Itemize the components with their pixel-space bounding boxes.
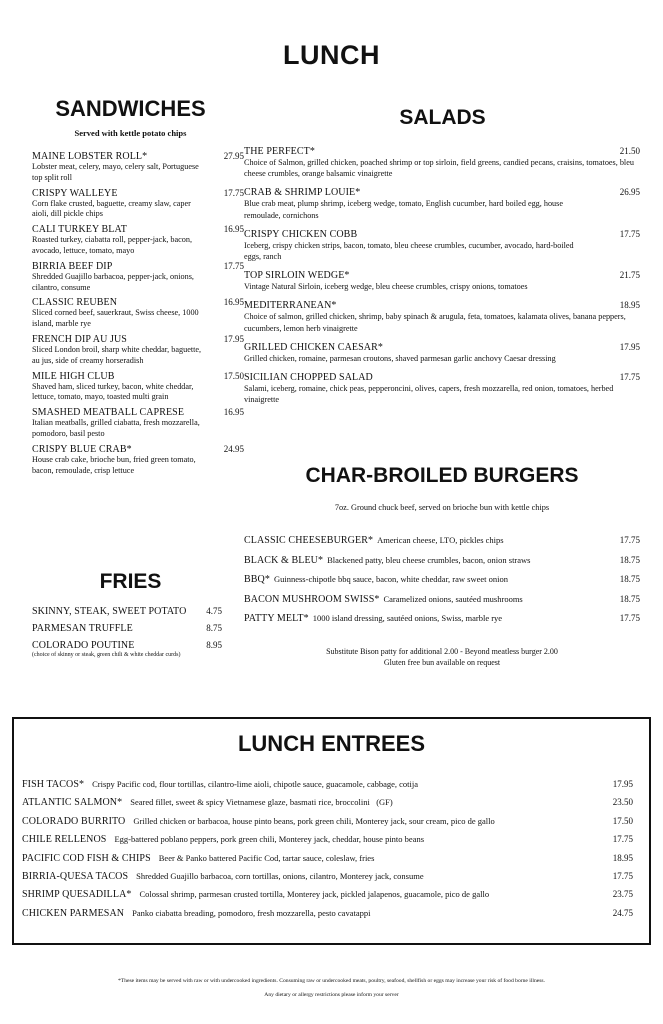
menu-item: [32, 334, 244, 367]
item-price: 21.50: [619, 146, 640, 156]
entrees-box: [12, 717, 651, 945]
item-name: COLORADO BURRITO: [22, 815, 126, 827]
item-name: BIRRIA BEEF DIP: [32, 260, 113, 272]
item-name: SMASHED MEATBALL CAPRESE: [32, 407, 185, 419]
menu-item: [32, 224, 244, 257]
menu-item: [22, 829, 633, 847]
item-name: COLORADO POUTINE: [32, 640, 135, 651]
item-name: CLASSIC CHEESEBURGER*: [244, 535, 374, 546]
item-description: Shredded Guajillo barbacoa, corn tortillas, onions, cilantro, Monterey jack, consume: [136, 870, 424, 881]
item-description: Shaved ham, sliced turkey, bacon, white cheddar, lettuce, tomato, mayo, toasted multi grain: [32, 381, 194, 402]
gluten-free-note: Gluten free bun available on request: [383, 657, 501, 667]
item-price: 17.50: [223, 370, 244, 381]
item-description: Crispy Pacific cod, flour tortillas, cilantro-lime aioli, chipotle sauce, guacamole, cabbage, cotija: [92, 779, 419, 789]
item-description: House crab cake, brioche bun, fried green tomato, bacon, remoulade, crisp lettuce: [32, 454, 196, 475]
item-description: Colossal shrimp, parmesan crusted tortilla, Monterey jack, pickled jalapenos, guacamole, pico de gallo: [139, 889, 490, 900]
item-description: Grilled chicken, romaine, parmesan croutons, shaved parmesan garlic anchovy Caesar dressing: [244, 353, 556, 363]
item-name: CRISPY CHICKEN COBB: [244, 228, 358, 240]
item-name: BBQ*: [244, 574, 270, 585]
item-price: 17.75: [223, 260, 244, 271]
item-description: Shredded Guajillo barbacoa, pepper-jack, onions, cilantro, consume: [32, 271, 194, 292]
item-name: CHICKEN PARMESAN: [22, 907, 125, 919]
footer: [0, 974, 663, 1002]
menu-item: [22, 811, 633, 829]
item-price: 18.75: [619, 554, 640, 565]
item-description: Sliced corned beef, sauerkraut, Swiss cheese, 1000 island, marble rye: [32, 308, 199, 329]
item-description: Choice of salmon, grilled chicken, shrimp, baby spinach & arugula, feta, tomatoes, kalamata olives, banana peppers, cucumbers, lemon herb vinaigrette: [244, 312, 626, 333]
item-price: 24.95: [223, 443, 244, 454]
item-name: BLACK & BLEU*: [244, 554, 324, 566]
menu-item: [22, 866, 633, 884]
item-description: Vintage Natural Sirloin, iceberg wedge, bleu cheese crumbles, crispy onions, tomatoes: [244, 282, 528, 292]
menu-item: [244, 589, 640, 609]
item-description: Choice of Salmon, grilled chicken, poached shrimp or top sirloin, field greens, candied pecans, craisins, tomatoes, bleu cheese crumbles, orange balsamic vinaigrette: [244, 158, 634, 179]
menu-item: [32, 371, 244, 404]
menu-item: [244, 372, 640, 405]
menu-item: [244, 229, 640, 262]
item-name: MEDITERRANEAN*: [244, 300, 337, 312]
item-price: 16.95: [223, 297, 244, 308]
item-description: Salami, iceberg, romaine, chick peas, pepperoncini, olives, capers, fresh mozzarella, red onion, tomatoes, herbed vinaigrette: [244, 384, 614, 405]
menu-item: [32, 444, 244, 477]
menu-item: [32, 151, 244, 184]
item-name: TOP SIRLOIN WEDGE*: [244, 270, 350, 282]
burgers-heading: CHAR-BROILED BURGERS: [305, 464, 579, 487]
item-price: 27.95: [223, 151, 244, 161]
item-name: CLASSIC REUBEN: [32, 297, 118, 309]
menu-item: [32, 407, 244, 440]
menu-item: [22, 792, 633, 810]
item-name: CRISPY BLUE CRAB*: [32, 443, 132, 455]
item-description: Beer & Panko battered Pacific Cod, tartar sauce, coleslaw, fries: [158, 852, 375, 863]
item-name: ATLANTIC SALMON*: [22, 797, 123, 809]
item-description: Blackened patty, bleu cheese crumbles, bacon, onion straws: [327, 554, 531, 565]
item-price: 17.95: [619, 341, 640, 352]
fries-list: [32, 606, 222, 664]
menu-item: [244, 530, 640, 550]
allergy-notice: Any dietary or allergy restrictions please inform your server: [264, 992, 399, 998]
item-price: 17.75: [619, 372, 640, 383]
menu-item: [22, 903, 633, 921]
page-title: LUNCH: [283, 40, 380, 70]
burgers-subtitle: 7oz. Ground chuck beef, served on brioche bun with kettle chips: [334, 503, 550, 512]
item-price: 21.75: [619, 270, 640, 281]
item-price: 17.50: [612, 815, 633, 826]
item-name: FISH TACOS*: [22, 779, 85, 790]
item-name: SHRIMP QUESADILLA*: [22, 889, 132, 901]
item-price: 17.95: [223, 333, 244, 344]
item-name: BACON MUSHROOM SWISS*: [244, 593, 380, 605]
item-description: Corn flake crusted, baguette, creamy slaw, caper aioli, dill pickle chips: [32, 198, 191, 219]
item-price: 24.75: [612, 907, 633, 918]
burger-list: [244, 530, 640, 628]
item-price: 8.75: [206, 623, 222, 633]
food-safety-disclaimer: *These items may be served with raw or with undercooked ingredients. Consuming raw or undercooked meats, poultry, seafood, shellfish or eggs may increase your risk of food borne illness.: [118, 978, 545, 984]
burger-substitution-note: Substitute Bison patty for additional 2.00 - Beyond meatless burger 2.00: [326, 647, 558, 656]
item-description: Panko ciabatta breading, pomodoro, fresh mozzarella, pesto cavatappi: [132, 907, 371, 918]
item-name: CRISPY WALLEYE: [32, 187, 118, 199]
item-description: Blue crab meat, plump shrimp, iceberg wedge, tomato, English cucumber, hard boiled egg, house remoulade, cornichons: [244, 199, 563, 220]
menu-item: [244, 550, 640, 570]
menu-item: [32, 261, 244, 294]
menu-item: [22, 848, 633, 866]
menu-item: [244, 187, 640, 220]
sandwiches-heading: SANDWICHES: [55, 96, 206, 121]
item-price: 16.95: [223, 224, 244, 235]
menu-item: [22, 774, 633, 792]
item-description: Grilled chicken or barbacoa, house pinto beans, pork green chili, Monterey jack, sour cream, pico de gallo: [133, 815, 495, 826]
item-description: American cheese, LTO, pickles chips: [377, 535, 504, 545]
menu-item: [32, 188, 244, 221]
item-name: SICILIAN CHOPPED SALAD: [244, 372, 373, 384]
sandwiches-subtitle: Served with kettle potato chips: [74, 128, 187, 138]
item-description: 1000 island dressing, sautéed onions, Swiss, marble rye: [312, 613, 503, 623]
item-name: CHILE RELLENOS: [22, 834, 107, 846]
item-price: 17.75: [619, 535, 640, 545]
item-name: THE PERFECT*: [244, 146, 315, 157]
item-description: Guinness-chipotle bbq sauce, bacon, white cheddar, raw sweet onion: [273, 574, 509, 584]
item-price: 26.95: [619, 187, 640, 198]
fries-heading: FRIES: [99, 570, 162, 593]
item-price: 17.95: [612, 779, 633, 789]
item-name: PATTY MELT*: [244, 613, 309, 624]
item-note: (choice of skinny or steak, green chili & white cheddar curds): [32, 652, 181, 658]
menu-item: [244, 300, 640, 333]
item-name: MILE HIGH CLUB: [32, 370, 115, 382]
item-price: 17.75: [223, 187, 244, 198]
menu-item: [22, 884, 633, 902]
item-name: PARMESAN TRUFFLE: [32, 623, 133, 634]
item-price: 18.95: [619, 300, 640, 311]
item-name: SKINNY, STEAK, SWEET POTATO: [32, 606, 187, 617]
menu-item: [32, 297, 244, 330]
item-description: Italian meatballs, grilled ciabatta, fresh mozzarella, pomodoro, basil pesto: [32, 418, 200, 438]
menu-item: [244, 608, 640, 628]
entree-list: [22, 774, 633, 921]
menu-item: [32, 623, 222, 634]
menu-item: [32, 606, 222, 617]
item-name: CRAB & SHRIMP LOUIE*: [244, 187, 361, 199]
item-description: Roasted turkey, ciabatta roll, pepper-jack, bacon, avocado, lettuce, tomato, mayo: [32, 235, 193, 255]
item-name: GRILLED CHICKEN CAESAR*: [244, 341, 383, 353]
item-price: 17.75: [619, 613, 640, 623]
menu-item: [244, 569, 640, 589]
item-description: Sliced London broil, sharp white cheddar, baguette, au jus, side of creamy horseradish: [32, 344, 202, 365]
item-description: Lobster meat, celery, mayo, celery salt, Portuguese top split roll: [32, 162, 199, 182]
item-description: Seared fillet, sweet & spicy Vietnamese glaze, basmati rice, broccolini (GF): [130, 797, 393, 808]
item-price: 23.75: [612, 889, 633, 900]
entrees-heading: LUNCH ENTREES: [237, 731, 425, 756]
sandwich-list: [32, 151, 244, 480]
menu-item: [32, 640, 222, 658]
item-price: 16.95: [223, 407, 244, 418]
menu-item: [244, 342, 640, 364]
item-price: 17.75: [612, 834, 633, 845]
item-price: 18.95: [612, 852, 633, 863]
item-price: 4.75: [206, 606, 222, 616]
item-name: MAINE LOBSTER ROLL*: [32, 151, 148, 162]
menu-item: [244, 270, 640, 292]
salads-heading: SALADS: [399, 106, 486, 129]
item-name: CALI TURKEY BLAT: [32, 224, 127, 236]
salad-list: [244, 146, 640, 413]
item-description: Caramelized onions, sautéed mushrooms: [383, 593, 523, 604]
item-description: Iceberg, crispy chicken strips, bacon, tomato, bleu cheese crumbles, cucumber, avocado, hard-boiled eggs, ranch: [244, 240, 574, 262]
item-price: 23.50: [612, 797, 633, 808]
item-price: 17.75: [619, 228, 640, 239]
item-price: 18.75: [619, 574, 640, 584]
item-price: 18.75: [619, 593, 640, 604]
item-price: 8.95: [206, 640, 222, 650]
item-name: BIRRIA-QUESA TACOS: [22, 870, 129, 882]
item-price: 17.75: [612, 870, 633, 881]
burger-notes: [244, 647, 640, 668]
item-name: FRENCH DIP AU JUS: [32, 333, 127, 345]
item-description: Egg-battered poblano peppers, pork green chili, Monterey jack, cheddar, house pinto beans: [114, 834, 425, 845]
menu-item: [244, 146, 640, 179]
item-name: PACIFIC COD FISH & CHIPS: [22, 852, 151, 864]
